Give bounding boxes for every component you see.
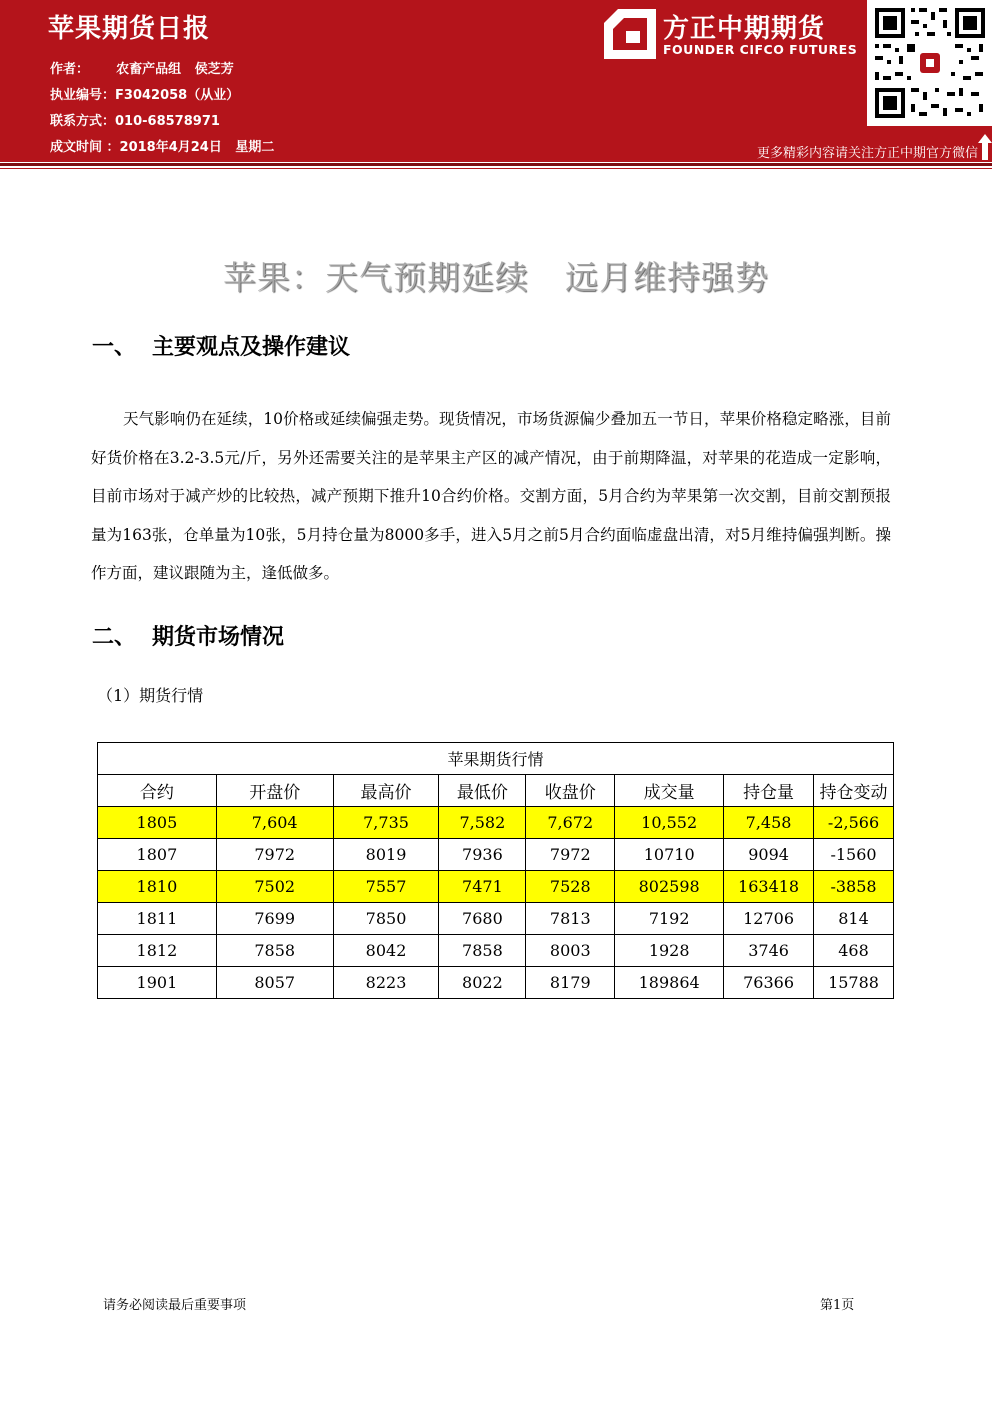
wechat-follow-note: 更多精彩内容请关注方正中期官方微信 — [756, 146, 978, 161]
table-cell: 1812 — [98, 935, 217, 967]
header-divider — [0, 163, 992, 166]
company-logo — [600, 6, 865, 62]
logo-mark-icon — [604, 9, 656, 59]
table-cell: 8019 — [333, 839, 439, 871]
table-cell: 7972 — [526, 839, 615, 871]
footer-notice: 请务必阅读最后重要事项 — [103, 1298, 247, 1313]
column-header: 最高价 — [333, 775, 439, 807]
table-cell: 8022 — [439, 967, 526, 999]
section-title: 主要观点及操作建议 — [152, 335, 351, 360]
table-cell: 1810 — [98, 871, 217, 903]
table-cell: -1560 — [814, 839, 894, 871]
table-cell: 10,552 — [615, 807, 724, 839]
table-cell: 9094 — [724, 839, 814, 871]
section-title: 期货市场情况 — [152, 625, 285, 650]
table-cell: 468 — [814, 935, 894, 967]
table-cell: 7,672 — [526, 807, 615, 839]
section-heading-2 — [92, 620, 284, 651]
column-header: 合约 — [98, 775, 217, 807]
up-arrow-icon — [978, 134, 992, 160]
license-line — [50, 84, 239, 103]
table-cell: 7502 — [216, 871, 333, 903]
author-line — [50, 58, 234, 77]
table-cell: 15788 — [814, 967, 894, 999]
table-cell: 7858 — [216, 935, 333, 967]
table-cell: 163418 — [724, 871, 814, 903]
contact-value: 010-68578971 — [115, 114, 220, 129]
column-header: 持仓量 — [724, 775, 814, 807]
date-value: 2018年4月24日 星期二 — [119, 140, 275, 155]
logo-english-name: FOUNDER CIFCO FUTURES — [663, 42, 858, 57]
table-cell: 7,735 — [333, 807, 439, 839]
report-title-part2: 远月维持强势 — [565, 258, 769, 297]
column-header: 收盘价 — [526, 775, 615, 807]
table-cell: -3858 — [814, 871, 894, 903]
section-heading-1 — [92, 330, 350, 361]
table-cell: -2,566 — [814, 807, 894, 839]
table-caption: 苹果期货行情 — [98, 743, 894, 775]
table-cell: 3746 — [724, 935, 814, 967]
table-row — [98, 807, 894, 839]
column-header: 开盘价 — [216, 775, 333, 807]
subsection-heading: （1）期货行情 — [97, 686, 204, 705]
license-label: 执业编号： — [50, 88, 116, 103]
table-cell: 1805 — [98, 807, 217, 839]
table-row — [98, 935, 894, 967]
table-cell: 76366 — [724, 967, 814, 999]
author-label: 作者： — [50, 62, 90, 77]
analysis-paragraph — [91, 400, 891, 593]
table-cell: 8003 — [526, 935, 615, 967]
table-header-row — [98, 775, 894, 807]
table-cell: 8042 — [333, 935, 439, 967]
table-cell: 7557 — [333, 871, 439, 903]
table-cell: 7471 — [439, 871, 526, 903]
table-cell: 1811 — [98, 903, 217, 935]
wechat-qr-code — [867, 0, 992, 126]
column-header: 成交量 — [615, 775, 724, 807]
table-row — [98, 967, 894, 999]
table-caption-row — [98, 743, 894, 775]
table-cell: 1928 — [615, 935, 724, 967]
section-number: 二、 — [92, 625, 137, 650]
paragraph-text: 天气影响仍在延续，10价格或延续偏强走势。现货情况，市场货源偏少叠加五一节日，苹果价格稳定略涨，目前好货价格在3.2-3.5元/斤，另外还需要关注的是苹果主产区的减产情况，由于前期降温，对苹果的花造成一定影响，目前市场对于减产炒的比较热，减产预期下推升10合约价格。交割方面，5月合约为苹果第一次交割，目前交割预报量为163张，仓单量为10张，5月持仓量为8000多手，进入5月之前5月合约面临虚盘出清，对5月维持偏强判断。操作方面，建议跟随为主，逢低做多。 — [91, 410, 891, 582]
table-cell: 1901 — [98, 967, 217, 999]
table-cell: 189864 — [615, 967, 724, 999]
table-cell: 7858 — [439, 935, 526, 967]
table-cell: 12706 — [724, 903, 814, 935]
license-value: F3042058（从业） — [115, 88, 240, 103]
page-number: 第1页 — [820, 1298, 855, 1313]
contact-label: 联系方式： — [50, 114, 116, 129]
table-cell: 7192 — [615, 903, 724, 935]
author-value: 农畜产品组 侯芝芳 — [116, 62, 234, 77]
table-cell: 1807 — [98, 839, 217, 871]
table-cell: 7972 — [216, 839, 333, 871]
table-cell: 7850 — [333, 903, 439, 935]
table-cell: 7,582 — [439, 807, 526, 839]
table-cell: 7528 — [526, 871, 615, 903]
table-cell: 8223 — [333, 967, 439, 999]
date-line — [50, 136, 274, 155]
qr-code-icon — [867, 0, 992, 126]
report-header — [0, 0, 992, 162]
table-row — [98, 871, 894, 903]
contact-line — [50, 110, 220, 129]
date-label: 成文时间 ： — [50, 140, 120, 155]
table-cell: 10710 — [615, 839, 724, 871]
table-cell: 802598 — [615, 871, 724, 903]
logo-chinese-name: 方正中期期货 — [663, 14, 826, 44]
table-cell: 8179 — [526, 967, 615, 999]
table-cell: 7936 — [439, 839, 526, 871]
futures-quotes-table — [97, 742, 894, 999]
column-header: 持仓变动 — [814, 775, 894, 807]
table-cell: 7813 — [526, 903, 615, 935]
report-title-part1: 苹果：天气预期延续 — [223, 258, 529, 297]
table-row — [98, 839, 894, 871]
table-row — [98, 903, 894, 935]
header-divider-thin — [0, 168, 992, 169]
table-cell: 8057 — [216, 967, 333, 999]
table-cell: 814 — [814, 903, 894, 935]
section-number: 一、 — [92, 335, 137, 360]
table-cell: 7680 — [439, 903, 526, 935]
report-type-title: 苹果期货日报 — [48, 14, 211, 44]
table-cell: 7699 — [216, 903, 333, 935]
table-cell: 7,604 — [216, 807, 333, 839]
table-cell: 7,458 — [724, 807, 814, 839]
report-title — [0, 252, 992, 299]
column-header: 最低价 — [439, 775, 526, 807]
